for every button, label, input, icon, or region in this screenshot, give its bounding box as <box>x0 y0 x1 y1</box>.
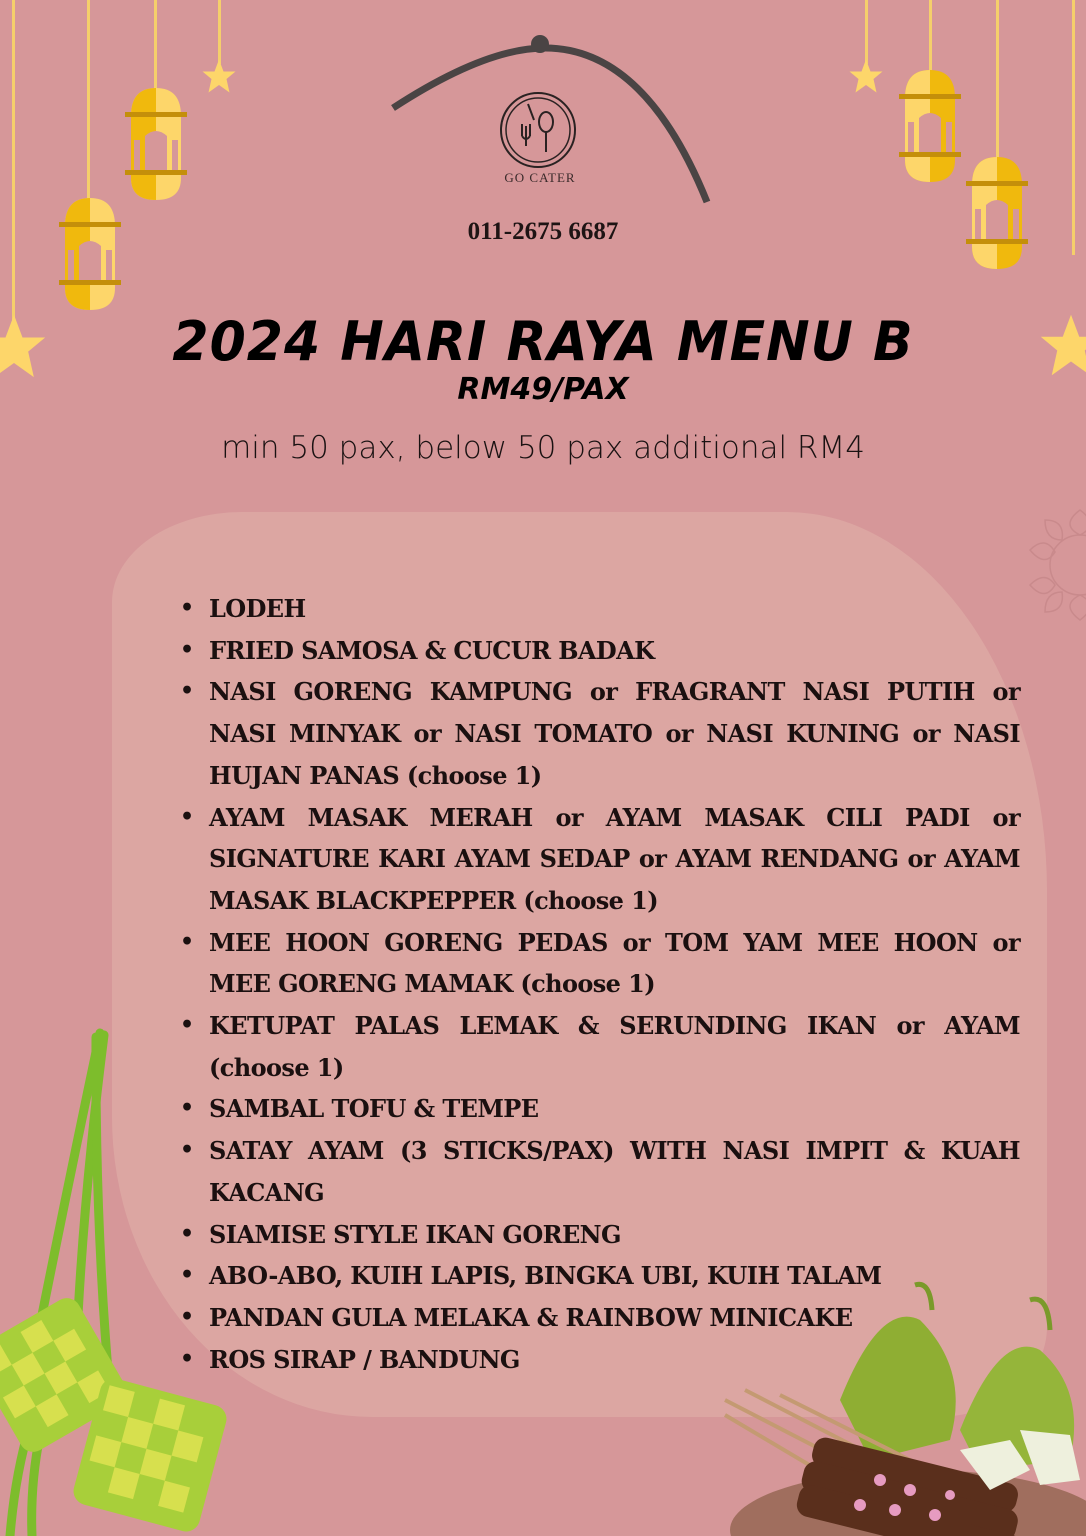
hanging-string <box>996 0 999 160</box>
star-icon <box>201 58 237 94</box>
ketupat-icon <box>0 1025 240 1536</box>
phone-number: 011-2675 6687 <box>467 218 619 245</box>
hanging-string <box>218 0 221 64</box>
fork-spoon-logo-icon <box>498 90 578 170</box>
lantern-icon <box>59 196 121 314</box>
menu-item: • MEE HOON GORENG PEDAS or TOM YAM MEE HOON or MEE GORENG MAMAK (choose 1) <box>178 922 1020 1005</box>
lantern-icon <box>899 68 961 186</box>
menu-list <box>178 588 1020 1380</box>
menu-item: • AYAM MASAK MERAH or AYAM MASAK CILI PADI or SIGNATURE KARI AYAM SEDAP or AYAM RENDANG or AYAM MASAK BLACKPEPPER (choose 1) <box>178 797 1020 922</box>
page-title: 2024 HARI RAYA MENU B <box>172 310 914 374</box>
lantern-icon <box>125 86 187 204</box>
menu-item: • FRIED SAMOSA & CUCUR BADAK <box>178 630 1020 672</box>
menu-item: • ABO-ABO, KUIH LAPIS, BINGKA UBI, KUIH TALAM <box>178 1255 1020 1297</box>
menu-item: • NASI GORENG KAMPUNG or FRAGRANT NASI PUTIH or NASI MINYAK or NASI TOMATO or NASI KUNING or NASI HUJAN PANAS (choose 1) <box>178 671 1020 796</box>
menu-item: • PANDAN GULA MELAKA & RAINBOW MINICAKE <box>178 1297 1020 1339</box>
menu-item: • SATAY AYAM (3 STICKS/PAX) WITH NASI IMPIT & KUAH KACANG <box>178 1130 1020 1213</box>
star-icon <box>848 58 884 94</box>
satay-icon <box>720 1280 1086 1536</box>
min-pax-note: min 50 pax, below 50 pax additional RM4 <box>221 430 865 466</box>
hanging-string <box>154 0 157 90</box>
hanging-string <box>929 0 932 70</box>
menu-item: • SAMBAL TOFU & TEMPE <box>178 1088 1020 1130</box>
hanging-string <box>865 0 868 64</box>
menu-item: • ROS SIRAP / BANDUNG <box>178 1339 1020 1381</box>
price-per-pax: RM49/PAX <box>457 372 629 407</box>
menu-item: • SIAMISE STYLE IKAN GORENG <box>178 1214 1020 1256</box>
hanging-string <box>1072 0 1075 255</box>
brand-name: GO CATER <box>504 170 576 185</box>
hanging-string <box>12 0 15 330</box>
menu-item: • KETUPAT PALAS LEMAK & SERUNDING IKAN or AYAM (choose 1) <box>178 1005 1020 1088</box>
lantern-icon <box>966 155 1028 273</box>
hanging-string <box>87 0 90 200</box>
menu-item: • LODEH <box>178 588 1020 630</box>
